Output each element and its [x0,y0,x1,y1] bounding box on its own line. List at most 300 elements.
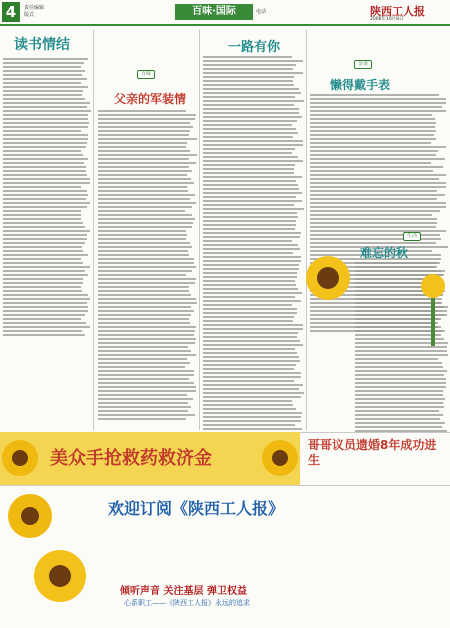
article-title-no-watch: 懒得戴手表 [330,78,391,92]
article-body-father-uniform [98,110,197,420]
text-line [203,72,303,74]
text-line [98,122,190,124]
text-line [203,56,292,58]
text-line [3,134,88,136]
text-line [310,118,435,120]
text-line [3,86,88,88]
text-line [310,210,440,212]
text-line [3,278,83,280]
subscribe-line: 心系职工——《陕西工人报》永远的追求 [124,599,250,607]
text-line [310,138,436,140]
text-line [3,218,81,220]
text-line [98,298,196,300]
text-line [203,296,295,298]
text-line [310,162,431,164]
text-line [3,254,88,256]
section-title: 百味·国际 [175,4,253,20]
text-line [203,368,294,370]
text-line [310,198,437,200]
text-line [203,308,297,310]
text-line [203,192,302,194]
text-line [98,262,194,264]
text-line [203,300,301,302]
text-line [98,390,196,392]
text-line [98,306,191,308]
text-line [310,130,436,132]
text-line [203,252,293,254]
text-line [98,326,196,328]
text-line [3,274,88,276]
text-line [203,188,299,190]
text-line [3,114,88,116]
text-line [203,424,295,426]
text-line [355,390,443,392]
text-line [3,74,82,76]
section-badge: 杂谈 [354,60,372,69]
text-line [203,256,301,258]
text-line [355,426,442,428]
text-line [3,166,86,168]
text-line [98,294,191,296]
text-line [98,406,191,408]
headline-banner-right [300,432,450,485]
text-line [203,76,294,78]
text-line [3,302,87,304]
text-line [203,400,292,402]
text-line [355,262,440,264]
layout-line: 版式 [24,12,35,18]
text-line [203,140,303,142]
text-line [3,182,90,184]
text-line [98,274,186,276]
text-line [3,78,87,80]
text-line [203,380,294,382]
text-line [3,194,88,196]
text-line [310,226,436,228]
text-line [3,242,85,244]
text-line [203,280,295,282]
text-line [98,194,195,196]
text-line [203,152,292,154]
text-line [203,124,292,126]
text-line [310,186,446,188]
text-line [203,184,298,186]
text-line [98,250,188,252]
sunflower-strip [0,486,96,628]
text-line [3,262,83,264]
text-line [203,88,299,90]
text-line [98,398,193,400]
text-line [3,250,83,252]
text-line [310,230,446,232]
text-line [203,328,303,330]
text-line [203,292,302,294]
text-line [203,228,295,230]
text-line [203,68,293,70]
text-line [3,158,88,160]
text-line [203,204,294,206]
text-line [203,324,303,326]
text-line [203,108,299,110]
text-line [203,276,297,278]
text-line [3,186,81,188]
text-line [3,290,82,292]
text-line [203,220,296,222]
text-line [3,282,83,284]
article-body-with-you [203,56,304,430]
text-line [3,150,81,152]
text-line [203,96,295,98]
text-line [3,138,88,140]
text-line [203,284,296,286]
text-line [310,142,431,144]
text-line [310,206,446,208]
text-line [355,374,444,376]
text-line [203,408,296,410]
text-line [355,370,447,372]
section-badge: 生活 [403,232,421,241]
text-line [3,326,90,328]
text-line [203,240,292,242]
page-number: 4 [2,2,20,22]
text-line [310,98,446,100]
text-line [203,312,297,314]
text-line [3,210,81,212]
text-line [98,350,191,352]
editor-line: 责任编辑 [24,5,45,11]
text-line [203,160,303,162]
sunflower-illustration [300,248,356,310]
article-title-with-you: 一路有你 [228,40,281,55]
text-line [203,224,296,226]
text-line [203,248,300,250]
text-line [98,258,194,260]
text-line [98,358,187,360]
text-line [310,178,439,180]
text-line [98,142,187,144]
text-line [98,110,186,112]
text-line [98,302,197,304]
text-line [355,266,437,268]
issue-date: 2006年10月8日 [370,17,404,22]
text-line [3,322,86,324]
column-divider [93,30,94,430]
text-line [3,246,82,248]
text-line [203,120,297,122]
text-line [310,222,437,224]
editor-info [24,5,144,19]
text-line [203,164,295,166]
text-line [3,170,86,172]
text-line [310,94,439,96]
text-line [98,190,188,192]
text-line [310,190,437,192]
text-line [98,114,196,116]
text-line [203,60,303,62]
headline-side: 哥哥议员遗婚8年成功进生 [308,438,437,467]
text-line [203,144,303,146]
text-line [203,84,294,86]
text-line [3,146,86,148]
text-line [310,174,446,176]
subscribe-slogan: 倾听声音 关注基层 弹卫权益 [120,586,247,597]
text-line [203,132,298,134]
text-line [98,202,196,204]
text-line [203,212,297,214]
text-line [3,330,82,332]
text-line [3,214,81,216]
text-line [3,294,88,296]
text-line [355,382,446,384]
text-line [98,162,196,164]
text-line [98,170,192,172]
text-line [203,288,298,290]
text-line [203,272,297,274]
text-line [203,196,296,198]
text-line [310,154,436,156]
text-line [98,318,189,320]
text-line [98,346,188,348]
text-line [3,202,90,204]
text-line [3,174,87,176]
text-line [98,178,191,180]
text-line [355,354,448,356]
text-line [203,136,293,138]
text-line [3,90,83,92]
text-line [98,362,190,364]
page-header [0,0,450,26]
text-line [203,376,301,378]
text-line [203,264,299,266]
text-line [310,134,434,136]
text-line [3,298,90,300]
text-line [98,130,190,132]
article-title-reading: 读书情结 [14,37,70,53]
text-line [355,394,443,396]
text-line [203,80,293,82]
text-line [203,176,302,178]
text-line [98,210,185,212]
text-line [203,352,297,354]
text-line [98,266,196,268]
text-line [355,386,446,388]
text-line [98,418,186,420]
text-line [3,106,87,108]
text-line [98,218,195,220]
text-line [355,358,438,360]
text-line [98,174,187,176]
text-line [98,146,186,148]
text-line [203,208,304,210]
text-line [203,332,298,334]
text-line [203,64,296,66]
text-line [98,310,194,312]
text-line [310,202,446,204]
text-line [98,286,189,288]
text-line [98,330,195,332]
text-line [203,384,303,386]
text-line [203,148,295,150]
text-line [355,422,445,424]
text-line [203,232,301,234]
text-line [310,218,437,220]
text-line [3,226,85,228]
text-line [203,180,296,182]
article-title-father-uniform: 父亲的军装情 [114,92,187,106]
text-line [98,226,192,228]
text-line [203,200,302,202]
text-line [3,70,85,72]
text-line [3,118,88,120]
text-line [98,366,185,368]
text-line [98,234,187,236]
text-line [310,122,436,124]
text-line [203,396,301,398]
text-line [203,336,297,338]
text-line [355,398,445,400]
text-line [98,338,196,340]
text-line [203,420,301,422]
text-line [98,354,196,356]
text-line [3,110,91,112]
text-line [203,360,300,362]
text-line [3,154,83,156]
headline-red: 美众手抢救药救济金 [50,448,212,469]
text-line [3,234,87,236]
text-line [203,356,299,358]
text-line [3,142,87,144]
text-line [203,112,299,114]
text-line [3,310,88,312]
text-line [203,344,303,346]
text-line [310,150,438,152]
column-divider [306,30,307,430]
text-line [203,216,298,218]
text-line [203,92,301,94]
text-line [98,206,192,208]
text-line [355,406,444,408]
text-line [355,418,440,420]
section-badge: 百味 [137,70,155,79]
text-line [98,414,195,416]
flower-cartoon [418,270,448,350]
text-line [98,246,192,248]
text-line [3,82,81,84]
text-line [98,370,194,372]
text-line [3,58,88,60]
text-line [98,378,189,380]
text-line [3,206,87,208]
text-line [98,138,197,140]
text-line [3,162,84,164]
text-line [3,130,81,132]
text-line [3,266,90,268]
text-line [98,158,189,160]
text-line [203,156,298,158]
text-line [98,386,196,388]
text-line [355,414,443,416]
text-line [203,428,302,430]
text-line [355,410,439,412]
text-line [310,106,442,108]
text-line [3,286,81,288]
text-line [98,382,194,384]
text-line [203,364,296,366]
text-line [3,126,88,128]
text-line [98,374,194,376]
text-line [203,340,300,342]
text-line [310,182,446,184]
text-line [98,134,189,136]
text-line [98,214,192,216]
text-line [203,260,301,262]
text-line [310,214,432,216]
text-line [355,366,443,368]
text-line [98,242,190,244]
text-line [203,416,301,418]
text-line [3,190,87,192]
text-line [310,110,446,112]
text-line [355,402,443,404]
text-line [98,282,195,284]
text-line [3,222,83,224]
text-line [98,314,191,316]
text-line [203,412,302,414]
text-line [3,306,88,308]
text-line [203,104,294,106]
text-line [3,66,81,68]
text-line [355,350,447,352]
text-line [203,236,300,238]
text-line [203,404,293,406]
text-line [3,122,89,124]
text-line [355,378,446,380]
text-line [3,62,84,64]
text-line [98,290,189,292]
text-line [98,118,195,120]
text-line [98,278,196,280]
text-line [98,322,190,324]
text-line [3,198,86,200]
text-line [98,254,189,256]
text-line [203,304,292,306]
article-body-reading [3,58,91,338]
text-line [3,334,85,336]
text-line [203,172,294,174]
text-line [203,244,298,246]
text-line [203,320,293,322]
column-divider [199,30,200,430]
text-line [98,186,187,188]
text-line [203,100,304,102]
text-line [98,198,190,200]
text-line [310,102,446,104]
text-line [98,126,193,128]
text-line [3,102,90,104]
text-line [98,154,197,156]
text-line [98,222,193,224]
text-line [3,314,85,316]
text-line [310,114,432,116]
text-line [355,362,442,364]
text-line [203,316,294,318]
text-line [203,372,301,374]
text-line [203,388,299,390]
paper-logo: 陕西工人报 [370,5,425,18]
text-line [203,128,296,130]
text-line [310,146,446,148]
contact-tel: 电话 [256,9,267,15]
